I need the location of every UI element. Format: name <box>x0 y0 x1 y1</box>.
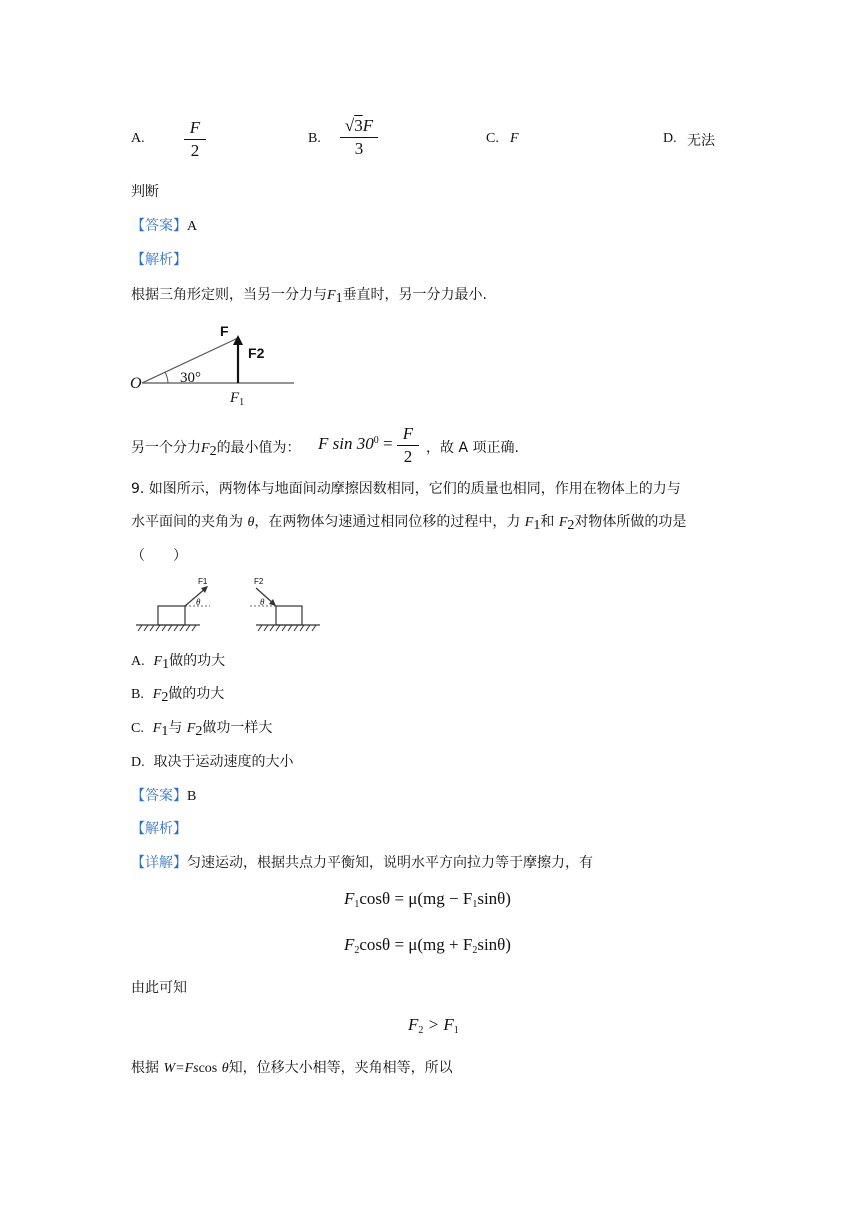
answer-9: 【答案】B <box>131 788 197 804</box>
analysis-8-result-text: 另一个分力$F_2$的最小值为： <box>131 440 301 459</box>
analysis-9-last-line: 根据 W=Fscos θ知，位移大小相等，夹角相等，所以 <box>131 1060 453 1076</box>
question-9-line2: 水平面间的夹角为 θ，在两物体匀速通过相同位移的过程中，力 $F_1$和 $F_2$对物体所做的功是 <box>131 514 687 533</box>
two-blocks-figure <box>130 574 325 636</box>
option-b-denominator: 3 <box>354 139 364 158</box>
option-9b: B. $F_2$做的功大 <box>131 686 225 705</box>
option-d-label: D. <box>663 131 677 146</box>
answer-8: 【答案】A <box>131 218 198 234</box>
fig-label-theta2: θ <box>260 597 265 607</box>
option-b-label: B. <box>308 131 321 146</box>
label-F1: $F_1$ <box>230 390 245 408</box>
option-c-value: F <box>510 131 519 146</box>
option-a-numerator: F <box>189 118 201 137</box>
option-9a: A. $F_1$做的功大 <box>131 653 226 672</box>
inequality: $F_2 > F_1$ <box>408 1015 459 1036</box>
question-9-line1: 9. 如图所示，两物体与地面间动摩擦因数相同，它们的质量也相同，作用在物体上的力与 <box>131 481 681 497</box>
fig-label-theta1: θ <box>196 597 201 607</box>
equation-2: $F_2\cos\theta = \mu(mg + F_2\sin\theta)$ <box>344 935 511 956</box>
analysis-8-result-expr: F $\sin 30^0$ = <box>318 434 393 453</box>
option-d-text: 无法 <box>687 133 715 149</box>
option-9d: D. 取决于运动速度的大小 <box>131 754 294 770</box>
label-F2: F2 <box>248 345 265 361</box>
fig-label-F1: F1 <box>198 577 208 586</box>
option-a-label: A. <box>131 131 145 146</box>
fig-label-F2: F2 <box>254 577 264 586</box>
equation-1: $F_1\cos\theta = \mu(mg - F_1\sin\theta)$ <box>344 889 511 910</box>
option-a-denominator: 2 <box>190 141 200 160</box>
option-a-fraction <box>184 118 206 161</box>
force-triangle-figure <box>128 318 298 410</box>
therefore-text: 由此可知 <box>131 980 187 996</box>
analysis-9-detail: 【详解】匀速运动，根据共点力平衡知，说明水平方向拉力等于摩擦力，有 <box>131 855 593 871</box>
option-9c: C. $F_1$与 $F_2$做功一样大 <box>131 720 273 739</box>
label-angle: 30° <box>180 370 201 386</box>
analysis-8-result-fraction: F 2 <box>397 424 419 467</box>
option-b-numerator: √3F <box>344 116 374 135</box>
analysis-8-line1: 根据三角形定则，当另一分力与$F_1$垂直时，另一分力最小. <box>131 287 488 306</box>
option-d-continuation: 判断 <box>131 184 159 200</box>
analysis-8-result-post: ，故 A 项正确. <box>426 440 519 456</box>
analysis-9-heading: 【解析】 <box>131 821 187 837</box>
option-b-fraction <box>340 116 378 159</box>
option-c-label: C. <box>486 131 499 146</box>
question-9-blank: （ ） <box>131 548 187 564</box>
analysis-8-heading: 【解析】 <box>131 252 187 268</box>
label-F: F <box>220 323 229 339</box>
label-O: O <box>130 375 142 392</box>
